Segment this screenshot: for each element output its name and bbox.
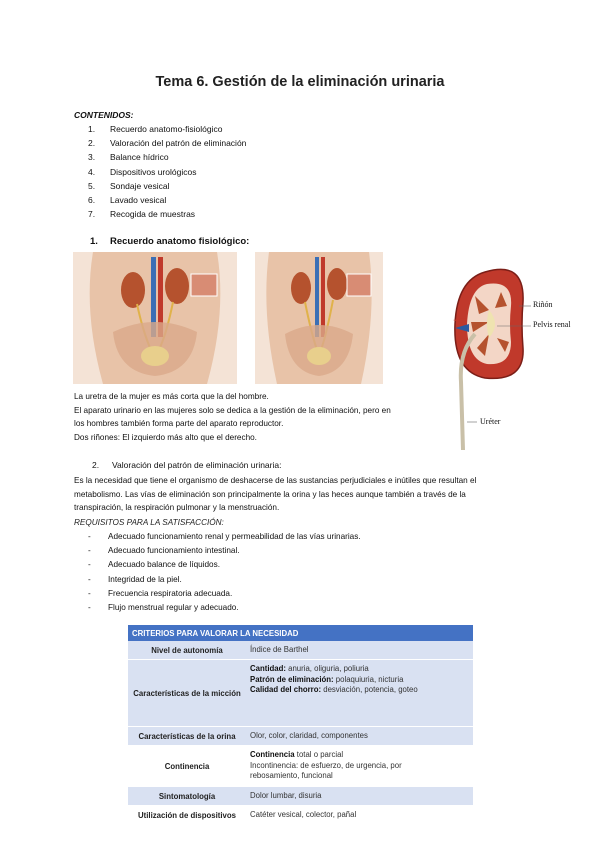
section-1-heading: 1. Recuerdo anatomo fisiológico: <box>90 236 250 247</box>
list-item: 3. Balance hídrico <box>88 152 169 163</box>
table-header-row <box>128 625 473 641</box>
table-row <box>128 746 473 787</box>
contents-list <box>88 122 246 221</box>
row-value: Cantidad: anuria, oliguria, poliuria Patrón de eliminación: polaquiuria, nicturia Calidad del chorro: desviación, potencia, goteo <box>246 660 473 727</box>
list-item: - Flujo menstrual regular y adecuado. <box>88 602 239 612</box>
table-row <box>128 727 473 746</box>
table-row <box>128 641 473 660</box>
kidney-cross-section-figure <box>445 262 595 450</box>
requisites-list <box>88 530 361 615</box>
list-item: 1. Recuerdo anatomo-fisiológico <box>88 124 223 134</box>
section-1-text: La uretra de la mujer es más corta que la del hombre. El aparato urinario en las mujeres solo se dedica a la gestión de la eliminación, pero en los hombres también forma parte del aparato reproductor. Dos riñones: El izquierdo más alto que el derecho. <box>74 392 391 442</box>
list-item: - Frecuencia respiratoria adecuada. <box>88 588 233 598</box>
list-item: - Adecuado balance de líquidos. <box>88 560 220 570</box>
requisites-heading: REQUISITOS PARA LA SATISFACCIÓN: <box>74 518 224 527</box>
row-label: Sintomatología <box>128 787 246 806</box>
list-item: 5. Sondaje vesical <box>88 180 170 191</box>
table-row <box>128 806 473 825</box>
page-title: Tema 6. Gestión de la eliminación urinaria <box>155 74 445 90</box>
kidney-label: Riñón <box>533 300 553 309</box>
row-value: Índice de Barthel <box>246 641 473 660</box>
table-header: CRITERIOS PARA VALORAR LA NECESIDAD <box>128 625 473 641</box>
section-2-heading: 2. Valoración del patrón de eliminación urinaria: <box>92 460 282 470</box>
list-item: - Adecuado funcionamiento intestinal. <box>88 546 240 556</box>
row-label: Características de la micción <box>128 660 246 727</box>
row-label: Nivel de autonomía <box>128 641 246 660</box>
male-urinary-anatomy-figure <box>255 252 383 384</box>
table-row <box>128 787 473 806</box>
list-item: 4. Dispositivos urológicos <box>88 166 197 177</box>
row-value: Catéter vesical, colector, pañal <box>246 806 473 825</box>
row-label: Características de la orina <box>128 727 246 746</box>
female-urinary-anatomy-figure <box>73 252 237 384</box>
list-item: 7. Recogida de muestras <box>88 209 196 220</box>
criteria-table <box>128 625 473 825</box>
renal-pelvis-label: Pelvis renal <box>533 320 571 329</box>
row-value: Continencia total o parcial Incontinencia: de esfuerzo, de urgencia, por rebosamiento, funcional <box>246 746 473 787</box>
table-row <box>128 660 473 727</box>
list-item: - Adecuado funcionamiento renal y permeabilidad de las vías urinarias. <box>88 532 361 541</box>
row-label: Continencia <box>128 746 246 787</box>
row-label: Utilización de dispositivos <box>128 806 246 825</box>
row-value: Olor, color, claridad, componentes <box>246 727 473 746</box>
ureter-label: Uréter <box>480 417 501 426</box>
list-item: 6. Lavado vesical <box>88 194 167 205</box>
list-item: 2. Valoración del patrón de eliminación <box>88 138 247 149</box>
section-2-text: Es la necesidad que tiene el organismo de deshacerse de las sustancias perjudiciales e inútiles que resultan el metabolismo. Las vías de eliminación son principalmente la orina y las heces aunque también a través de la transpiración, la respiración pulmonar y la menstruación. <box>74 476 477 513</box>
contents-heading: CONTENIDOS: <box>74 110 134 120</box>
row-value: Dolor lumbar, disuria <box>246 787 473 806</box>
list-item: - Integridad de la piel. <box>88 574 182 584</box>
